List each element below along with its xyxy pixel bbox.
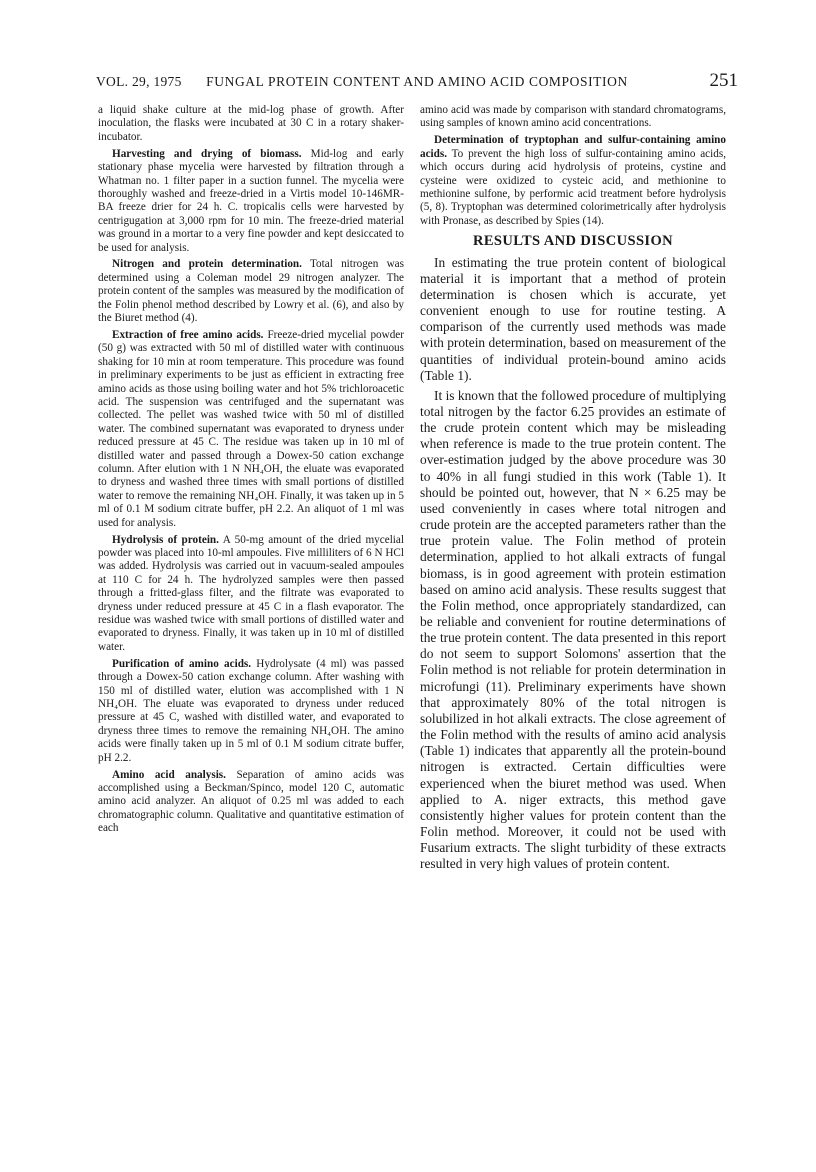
volume-label: VOL. 29, 1975 <box>96 74 182 89</box>
section-heading: RESULTS AND DISCUSSION <box>472 233 674 250</box>
subheading-purification: Purification of amino acids. <box>112 657 252 670</box>
paragraph-continuation: a liquid shake culture at the mid-log phase of growth. After inoculation, the flasks were incubated at 30 C in a rotary shaker-incubator. <box>98 104 404 143</box>
subheading-tryptophan: Determination of tryptophan and sulfur-containing amino acids. <box>420 134 726 160</box>
paragraph-nitrogen <box>98 258 404 325</box>
paragraph-analysis <box>98 769 404 836</box>
paragraph-tryptophan <box>420 134 726 228</box>
right-column <box>420 104 726 877</box>
page-number: 251 <box>709 70 738 91</box>
paragraph-continuation: amino acid was made by comparison with standard chromatograms, using samples of known amino acid concentrations. <box>420 104 726 130</box>
paragraph-text: Hydrolysate (4 ml) was passed through a Dowex-50 cation exchange column. After washing with 150 ml of distilled water, elution was accomplished with 1 N NH₄OH. The eluate was evaporated to dryness under reduced pressure at 45 C, washed with distilled water, and evaporated to dryness three times to remove the remaining NH₄OH. The amino acids were finally taken up in 5 ml of 0.1 M sodium citrate buffer, pH 2.2. <box>98 657 405 764</box>
paragraph-harvesting <box>98 148 404 255</box>
paragraph-text: Mid-log and early stationary phase mycelia were harvested by filtration through a Whatman no. 1 filter paper in a suction funnel. The mycelia were thoroughly washed and freeze-dried in a Virtis model 10-146MR-BA freeze drier for 24 h. C. tropicalis cells were harvested by centrigugation at 3,000 rpm for 10 min. The freeze-dried material was ground in a mortar to a very fine powder and kept desiccated to be used for analysis. <box>98 147 404 254</box>
running-title: FUNGAL PROTEIN CONTENT AND AMINO ACID COMPOSITION <box>206 74 628 89</box>
paragraph-text: To prevent the high loss of sulfur-containing amino acids, which occurs during acid hydrolysis of proteins, cystine and cysteine were oxidized to cysteic acid, and methionine to methionine sulfone, by performic acid treatment before hydrolysis (5, 8). Tryptophan was determined colorimetrically after hydrolysis with Pronase, as described by Spies (14). <box>420 147 726 227</box>
paragraph-text: Freeze-dried mycelial powder (50 g) was extracted with 50 ml of distilled water with continuous shaking for 10 min at room temperature. This procedure was found in preliminary experiments to be just as efficient in extracting free amino acids as those using boiling water and hot 5% trichloroacetic acid. The suspension was centrifuged and the supernatant was collected. The pellet was washed twice with 50 ml of distilled water. The combined supernatant was evaporated to dryness under reduced pressure at 45 C. The residue was taken up in 10 ml of distilled water and passed through a Dowex-50 cation exchange column. After elution with 1 N NH₄OH, the eluate was evaporated to dryness and washed three times with small portions of distilled water to remove the remaining NH₄OH. Finally, it was taken up in 5 ml of 0.1 M sodium citrate buffer, pH 2.2. An aliquot of 1 ml was used for analysis. <box>98 329 405 529</box>
paragraph-purification <box>98 658 404 765</box>
paragraph-text: A 50-mg amount of the dried mycelial powder was placed into 10-ml ampoules. Five milliliters of 6 N HCl was added. Hydrolysis was carried out in vacuum-sealed ampoules at 110 C for 24 h. The hydrolyzed samples were then passed through a fritted-glass filter, and the filtrate was evaporated to dryness under reduced pressure at 45 C in a flash evaporator. The residue was washed twice with small portions of distilled water and evaporated to dryness. Finally, it was taken up in 10 ml of distilled water. <box>98 533 404 653</box>
paragraph-hydrolysis <box>98 534 404 655</box>
paragraph-text: Total nitrogen was determined using a Coleman model 29 nitrogen analyzer. The protein content of the samples was measured by the modification of the Folin phenol method described by Lowry et al. (6), and also by the Biuret method (4). <box>98 258 404 325</box>
subheading-hydrolysis: Hydrolysis of protein. <box>112 533 219 546</box>
subheading-extraction: Extraction of free amino acids. <box>112 329 264 341</box>
subheading-nitrogen: Nitrogen and protein determination. <box>112 258 302 271</box>
running-header <box>96 70 738 96</box>
left-column <box>98 104 404 839</box>
paragraph-results-2: It is known that the followed procedure of multiplying total nitrogen by the factor 6.25 provides an estimate of the crude protein content which may be misleading when reference is made to the true protein content. The over-estimation judged by the above procedure was 30 to 40% in all fungi studied in this work (Table 1). It should be pointed out, however, that N × 6.25 may be used conveniently in cases where total nitrogen and crude protein are the accepted parameters rather than the true protein value. The Folin method of protein determination, applied to hot alkali extracts of fungal biomass, is in good agreement with protein estimation based on amino acid analysis. These results suggest that the Folin method, once appropriately standardized, can be reliable and convenient for routine determinations of the true protein content. The data presented in this report do not seem to support Solomons' assertion that the Folin method is not reliable for protein determination in microfungi (11). Preliminary experiments have shown that approximately 80% of the total nitrogen is solubilized in hot alkali extracts. The close agreement of the Folin method with the results of amino acid analysis (Table 1) indicates that apparently all the protein-bound nitrogen is extracted. Certain difficulties were experienced when the biuret method was used. When applied to A. niger extracts, this method gave consistently higher values for protein content than the Folin method. Moreover, it could not be used with Fusarium extracts. The slight turbidity of these extracts resulted in very high values of protein content. <box>420 387 726 872</box>
paragraph-text: Separation of amino acids was accomplished using a Beckman/Spinco, model 120 C, automatic amino acid analyzer. An aliquot of 0.25 ml was added to each chromatographic column. Qualitative and quantitative estimation of each <box>98 768 404 835</box>
subheading-harvesting: Harvesting and drying of biomass. <box>112 147 302 160</box>
paragraph-extraction <box>98 329 404 530</box>
paragraph-results-1: In estimating the true protein content of biological material it is important that a method of protein determination is chosen which is accurate, yet convenient enough to use for routine testing. A comparison of the currently used methods was made with protein determination, based on measurement of the quantities of individual protein-bound amino acids (Table 1). <box>420 254 726 383</box>
subheading-analysis: Amino acid analysis. <box>112 768 226 781</box>
